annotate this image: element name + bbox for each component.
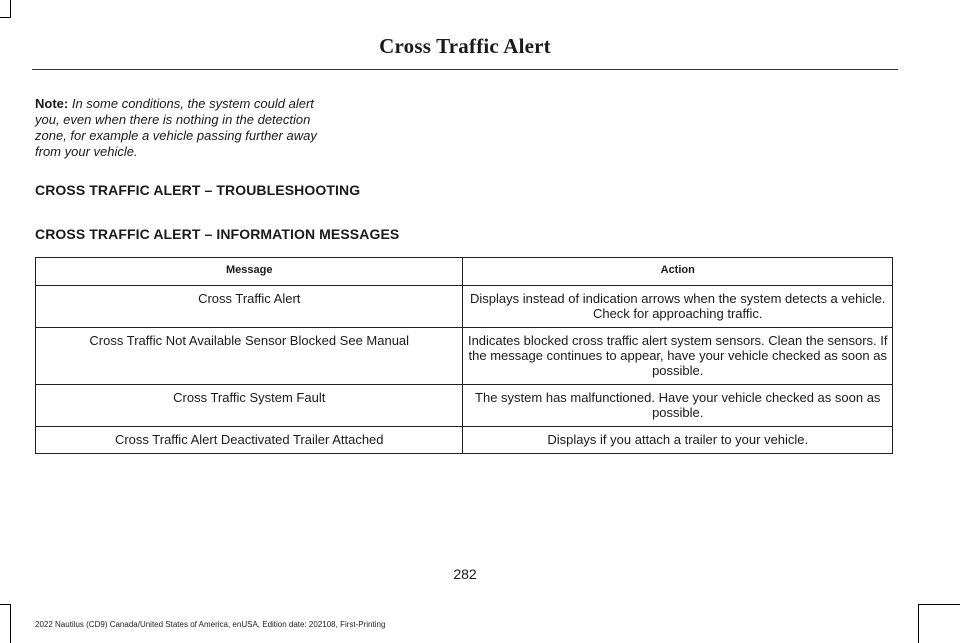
crop-mark-top-left-h [0, 17, 11, 18]
message-cell: Cross Traffic Alert [36, 286, 463, 328]
header-divider [32, 69, 898, 70]
section-heading-troubleshooting: CROSS TRAFFIC ALERT – TROUBLESHOOTING [35, 182, 361, 198]
crop-mark-bottom-left-v [10, 604, 11, 643]
message-cell: Cross Traffic Not Available Sensor Blocked See Manual [36, 328, 463, 385]
table-row [36, 328, 893, 385]
information-messages-table [35, 257, 893, 454]
crop-mark-top-left-v [10, 0, 11, 17]
table-row [36, 427, 893, 454]
action-cell: The system has malfunctioned. Have your vehicle checked as soon as possible. [463, 385, 893, 427]
message-cell: Cross Traffic Alert Deactivated Trailer Attached [36, 427, 463, 454]
table-row [36, 286, 893, 328]
note-block [35, 96, 325, 160]
action-cell: Indicates blocked cross traffic alert system sensors. Clean the sensors. If the message continues to appear, have your vehicle checked as soon as possible. [463, 328, 893, 385]
message-cell: Cross Traffic System Fault [36, 385, 463, 427]
page-title: Cross Traffic Alert [379, 34, 551, 58]
column-header-action: Action [463, 258, 893, 286]
table-header-row [36, 258, 893, 286]
table-row [36, 385, 893, 427]
section-heading-information-messages: CROSS TRAFFIC ALERT – INFORMATION MESSAGES [35, 226, 400, 242]
column-header-message: Message [36, 258, 463, 286]
action-cell: Displays if you attach a trailer to your vehicle. [463, 427, 893, 454]
note-label: Note: [35, 96, 69, 111]
footer-edition-info: 2022 Nautilus (CD9) Canada/United States of America, enUSA, Edition date: 202108, First-Printing [35, 620, 386, 629]
crop-mark-bottom-right-h [918, 604, 960, 605]
crop-mark-bottom-right-v [918, 604, 919, 643]
action-cell: Displays instead of indication arrows when the system detects a vehicle. Check for approaching traffic. [463, 286, 893, 328]
note-text: In some conditions, the system could alert you, even when there is nothing in the detection zone, for example a vehicle passing further away from your vehicle. [35, 96, 317, 159]
page-number: 282 [453, 566, 477, 582]
